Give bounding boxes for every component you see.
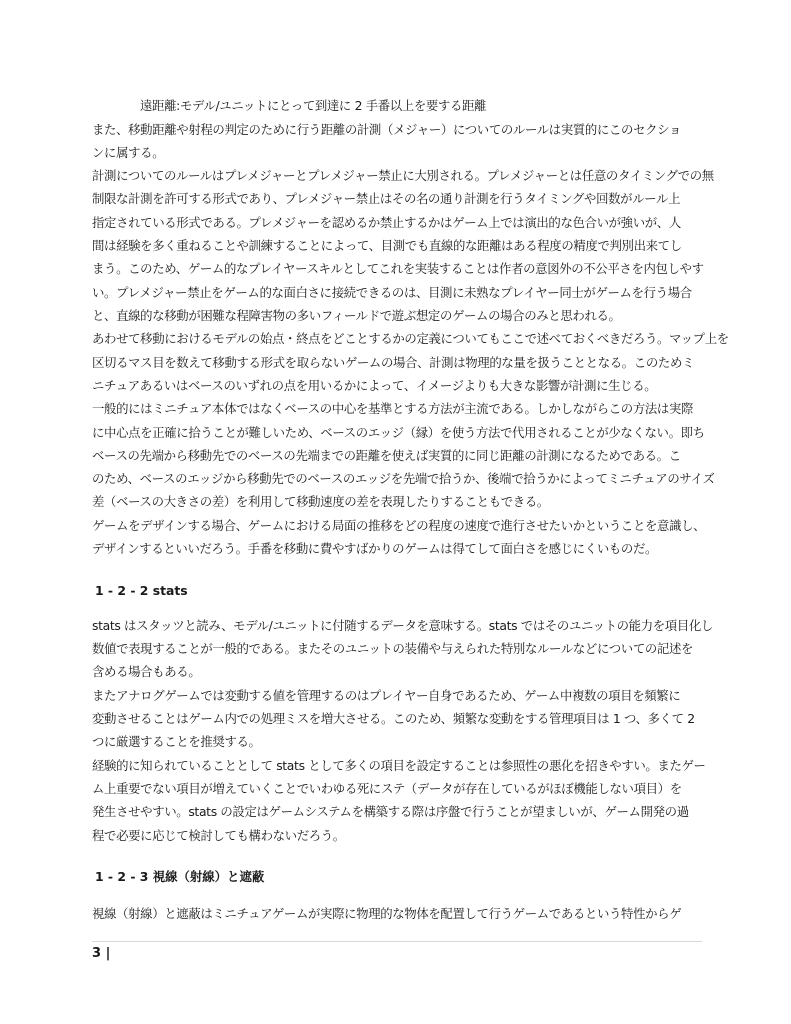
body-line: 遠距離:モデル/ユニットにとって到達に 2 手番以上を要する距離 (140, 98, 487, 113)
body-line: 差（ベースの大きさの差）を利用して移動速度の差を表現したりすることもできる。 (92, 494, 549, 509)
body-line: 一般的にはミニチュア本体ではなくベースの中心を基準とする方法が主流である。しかしながらこの方法は実際 (92, 401, 694, 416)
section-heading-line-of-sight: 1 - 2 - 3 視線（射線）と遮蔽 (95, 869, 265, 884)
body-line: と、直線的な移動が困難な程障害物の多いフィールドで遊ぶ想定のゲームの場合のみと思われる。 (92, 308, 621, 323)
body-line: ベースの先端から移動先でのベースの先端までの距離を使えば実質的に同じ距離の計測になるためである。こ (92, 448, 681, 463)
body-line: あわせて移動におけるモデルの始点・終点をどことするかの定義についてもここで述べておくべきだろう。マップ上を (92, 331, 729, 346)
body-line: に中心点を正確に拾うことが難しいため、ベースのエッジ（縁）を使う方法で代用されることが少なくない。即ち (92, 425, 705, 440)
body-line: つに厳選することを推奨する。 (92, 734, 261, 749)
body-line: 制限な計測を許可する形式であり、プレメジャー禁止はその名の通り計測を行うタイミングや回数がルール上 (92, 191, 681, 206)
body-line: stats はスタッツと読み、モデル/ユニットに付随するデータを意味する。stats ではそのユニットの能力を項目化し (92, 618, 713, 633)
page-number: 3 | (92, 946, 111, 961)
body-line: い。プレメジャー禁止をゲーム的な面白さに接続できるのは、目測に未熟なプレイヤー同士がゲームを行う場合 (92, 285, 692, 300)
body-line: また、移動距離や射程の判定のために行う距離の計測（メジャー）についてのルールは実質的にこのセクショ (92, 122, 681, 137)
body-line: 変動させることはゲーム内での処理ミスを増大させる。このため、頻繁な変動をする管理項目は 1 つ、多くて 2 (92, 711, 695, 726)
body-line: デザインするといいだろう。手番を移動に費やすばかりのゲームは得てして面白さを感じにくいものだ。 (92, 541, 658, 556)
body-line: のため、ベースのエッジから移動先でのベースのエッジを先端で拾うか、後端で拾うかによってミニチュアのサイズ (92, 471, 715, 486)
footer-divider (92, 941, 702, 942)
body-line: 発生させやすい。stats の設定はゲームシステムを構築する際は序盤で行うことが望ましいが、ゲーム開発の過 (92, 804, 689, 819)
body-line: 経験的に知られていることとして stats として多くの項目を設定することは参照性の悪化を招きやすい。またゲー (92, 758, 706, 773)
body-line: 計測についてのルールはプレメジャーとプレメジャー禁止に大別される。プレメジャーとは任意のタイミングでの無 (92, 168, 714, 183)
body-line: ンに属する。 (92, 145, 165, 160)
body-line: ニチュアあるいはベースのいずれの点を用いるかによって、イメージよりも大きな影響が計測に生じる。 (92, 378, 657, 393)
body-line: まう。このため、ゲーム的なプレイヤースキルとしてこれを実装することは作者の意図外の不公平さを内包しやす (92, 261, 704, 276)
section-heading-stats: 1 - 2 - 2 stats (95, 583, 188, 598)
body-line: 視線（射線）と遮蔽はミニチュアゲームが実際に物理的な物体を配置して行うゲームであるという特性からゲ (92, 906, 682, 921)
body-line: 間は経験を多く重ねることや訓練することによって、目測でも直線的な距離はある程度の精度で判別出来てし (92, 238, 682, 253)
body-line: 区切るマス目を数えて移動する形式を取らないゲームの場合、計測は物理的な量を扱うこととなる。このためミ (92, 355, 695, 370)
body-line: 数値で表現することが一般的である。またそのユニットの装備や与えられた特別なルールなどについての記述を (92, 641, 694, 656)
body-line: ム上重要でない項目が増えていくことでいわゆる死にステ（データが存在しているがほぼ機能しない項目）を (92, 781, 682, 796)
body-line: またアナログゲームでは変動する値を管理するのはプレイヤー自身であるため、ゲーム中複数の項目を頻繁に (92, 688, 681, 703)
body-line: ゲームをデザインする場合、ゲームにおける局面の推移をどの程度の速度で進行させたいかということを意識し、 (92, 518, 706, 533)
body-line: 程で必要に応じて検討しても構わないだろう。 (92, 828, 345, 843)
body-line: 含める場合もある。 (92, 664, 201, 679)
body-line: 指定されている形式である。プレメジャーを認めるか禁止するかはゲーム上では演出的な色合いが強いが、人 (92, 215, 681, 230)
